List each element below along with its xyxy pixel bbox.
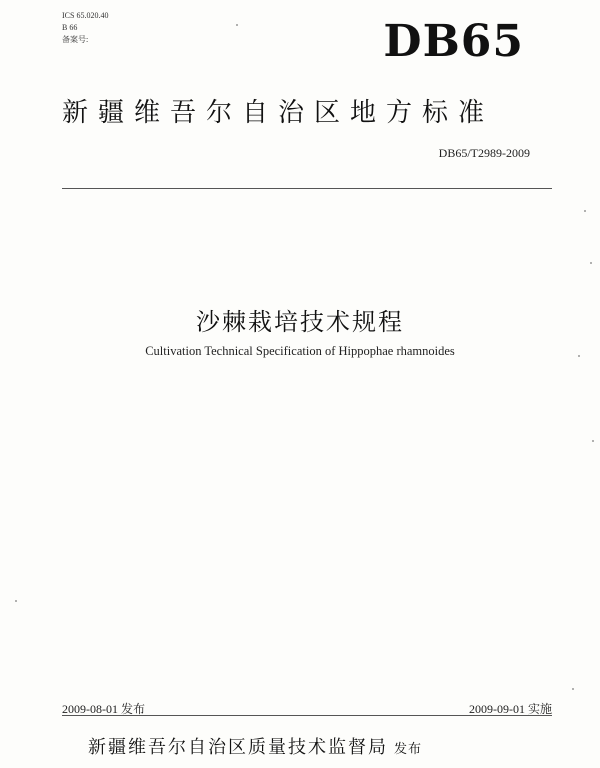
bottom-divider (62, 715, 552, 716)
class-code: B 66 (62, 23, 78, 32)
scan-speck (572, 688, 574, 690)
authority-name: 新疆维吾尔自治区质量技术监督局 (88, 737, 388, 758)
implementation-date: 2009-09-01 实施 (469, 702, 552, 716)
scan-speck (578, 355, 580, 357)
scan-speck (236, 24, 238, 26)
scan-speck (590, 262, 592, 264)
authority-suffix: 发布 (394, 742, 423, 757)
standard-code-logo: DB65 (383, 16, 524, 67)
issuer-standard-title: 新疆维吾尔自治区地方标准 (62, 98, 495, 128)
scan-speck (15, 600, 17, 602)
scan-speck (592, 440, 594, 442)
scan-speck (584, 210, 586, 212)
document-title-english: Cultivation Technical Specification of Hippophae rhamnoides (145, 344, 455, 358)
issuing-authority (88, 733, 422, 759)
document-title-chinese: 沙棘栽培技术规程 (196, 308, 404, 336)
ics-code: ICS 65.020.40 (62, 11, 109, 20)
issue-date: 2009-08-01 发布 (62, 702, 145, 716)
top-divider (62, 188, 552, 189)
standard-number: DB65/T2989-2009 (438, 146, 530, 160)
classification-block (62, 10, 108, 46)
record-number: 备案号: (62, 35, 89, 44)
